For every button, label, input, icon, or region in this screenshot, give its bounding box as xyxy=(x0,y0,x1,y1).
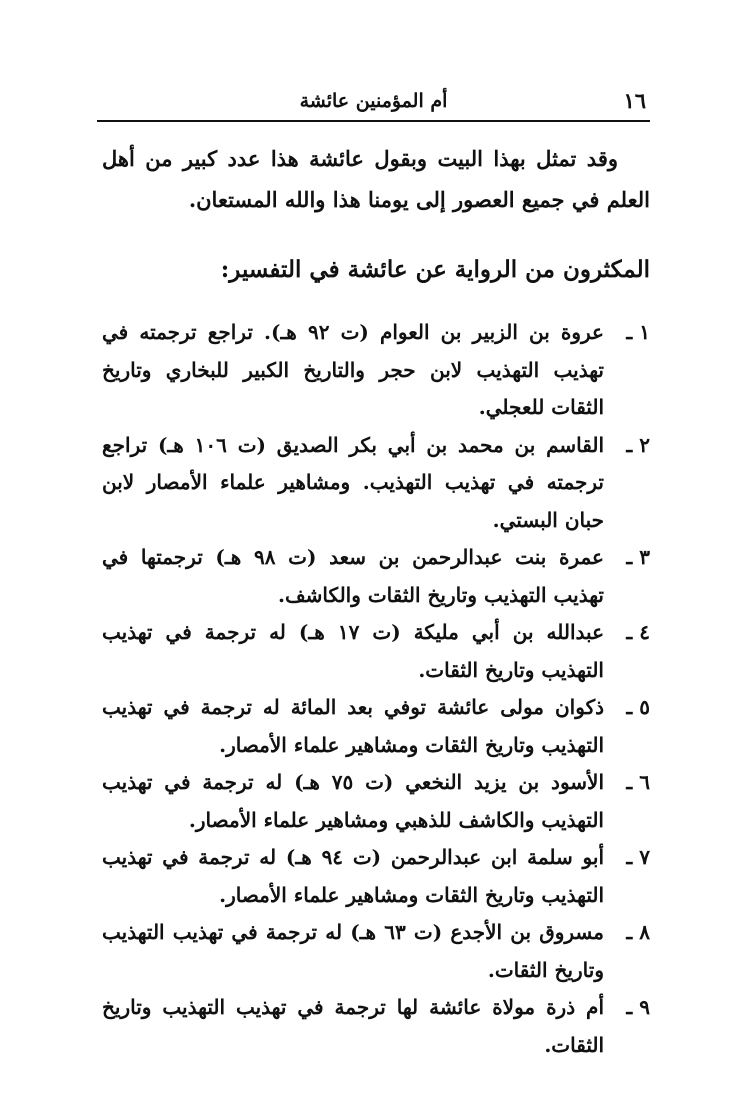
item-number: ٨ ـ xyxy=(626,920,650,944)
list-item xyxy=(102,427,650,540)
item-number: ١ ـ xyxy=(626,320,650,344)
item-text: عمرة بنت عبدالرحمن بن سعد (ت ٩٨ هـ) ترجمتها في تهذيب التهذيب وتاريخ الثقات والكاشف. xyxy=(102,545,604,607)
narrators-list xyxy=(102,314,650,1064)
section-heading: المكثرون من الرواية عن عائشة في التفسير: xyxy=(220,256,650,283)
list-item xyxy=(102,989,650,1064)
page-number: ١٦ xyxy=(623,88,646,113)
item-text: عبدالله بن أبي مليكة (ت ١٧ هـ) له ترجمة في تهذيب التهذيب وتاريخ الثقات. xyxy=(102,620,605,682)
item-text: القاسم بن محمد بن أبي بكر الصديق (ت ١٠٦ هـ) تراجع ترجمته في تهذيب التهذيب. ومشاهير علماء الأمصار لابن حبان البستي. xyxy=(102,432,604,532)
item-text: مسروق بن الأجدع (ت ٦٣ هـ) له ترجمة في تهذيب التهذيب وتاريخ الثقات. xyxy=(102,920,604,982)
item-number: ٦ ـ xyxy=(626,770,650,794)
list-item xyxy=(102,914,650,989)
page-header xyxy=(97,86,650,122)
item-number: ٥ ـ xyxy=(626,695,650,719)
running-title: أم المؤمنين عائشة xyxy=(299,90,448,112)
item-number: ٧ ـ xyxy=(626,845,650,869)
item-number: ٣ ـ xyxy=(626,545,650,569)
list-item xyxy=(102,839,650,914)
list-item xyxy=(102,314,650,427)
item-text: أم ذرة مولاة عائشة لها ترجمة في تهذيب التهذيب وتاريخ الثقات. xyxy=(102,995,604,1057)
item-number: ٢ ـ xyxy=(626,432,650,457)
item-text: ذكوان مولى عائشة توفي بعد المائة له ترجمة في تهذيب التهذيب وتاريخ الثقات ومشاهير علماء الأمصار. xyxy=(102,695,604,757)
intro-paragraph: وقد تمثل بهذا البيت وبقول عائشة هذا عدد كبير من أهل العلم في جميع العصور إلى يومنا هذا والله المستعان. xyxy=(102,146,650,212)
item-text: أبو سلمة ابن عبدالرحمن (ت ٩٤ هـ) له ترجمة في تهذيب التهذيب وتاريخ الثقات ومشاهير علماء الأمصار. xyxy=(102,845,605,907)
item-number: ٩ ـ xyxy=(626,995,650,1019)
list-item xyxy=(102,539,650,614)
list-item xyxy=(102,614,650,689)
list-item xyxy=(102,764,650,839)
list-item xyxy=(102,689,650,764)
item-text: عروة بن الزبير بن العوام (ت ٩٢ هـ). تراجع ترجمته في تهذيب التهذيب لابن حجر والتاريخ الكبير للبخاري وتاريخ الثقات للعجلي. xyxy=(102,320,604,419)
item-text: الأسود بن يزيد النخعي (ت ٧٥ هـ) له ترجمة في تهذيب التهذيب والكاشف للذهبي ومشاهير علماء الأمصار. xyxy=(102,770,605,832)
item-number: ٤ ـ xyxy=(626,620,650,644)
